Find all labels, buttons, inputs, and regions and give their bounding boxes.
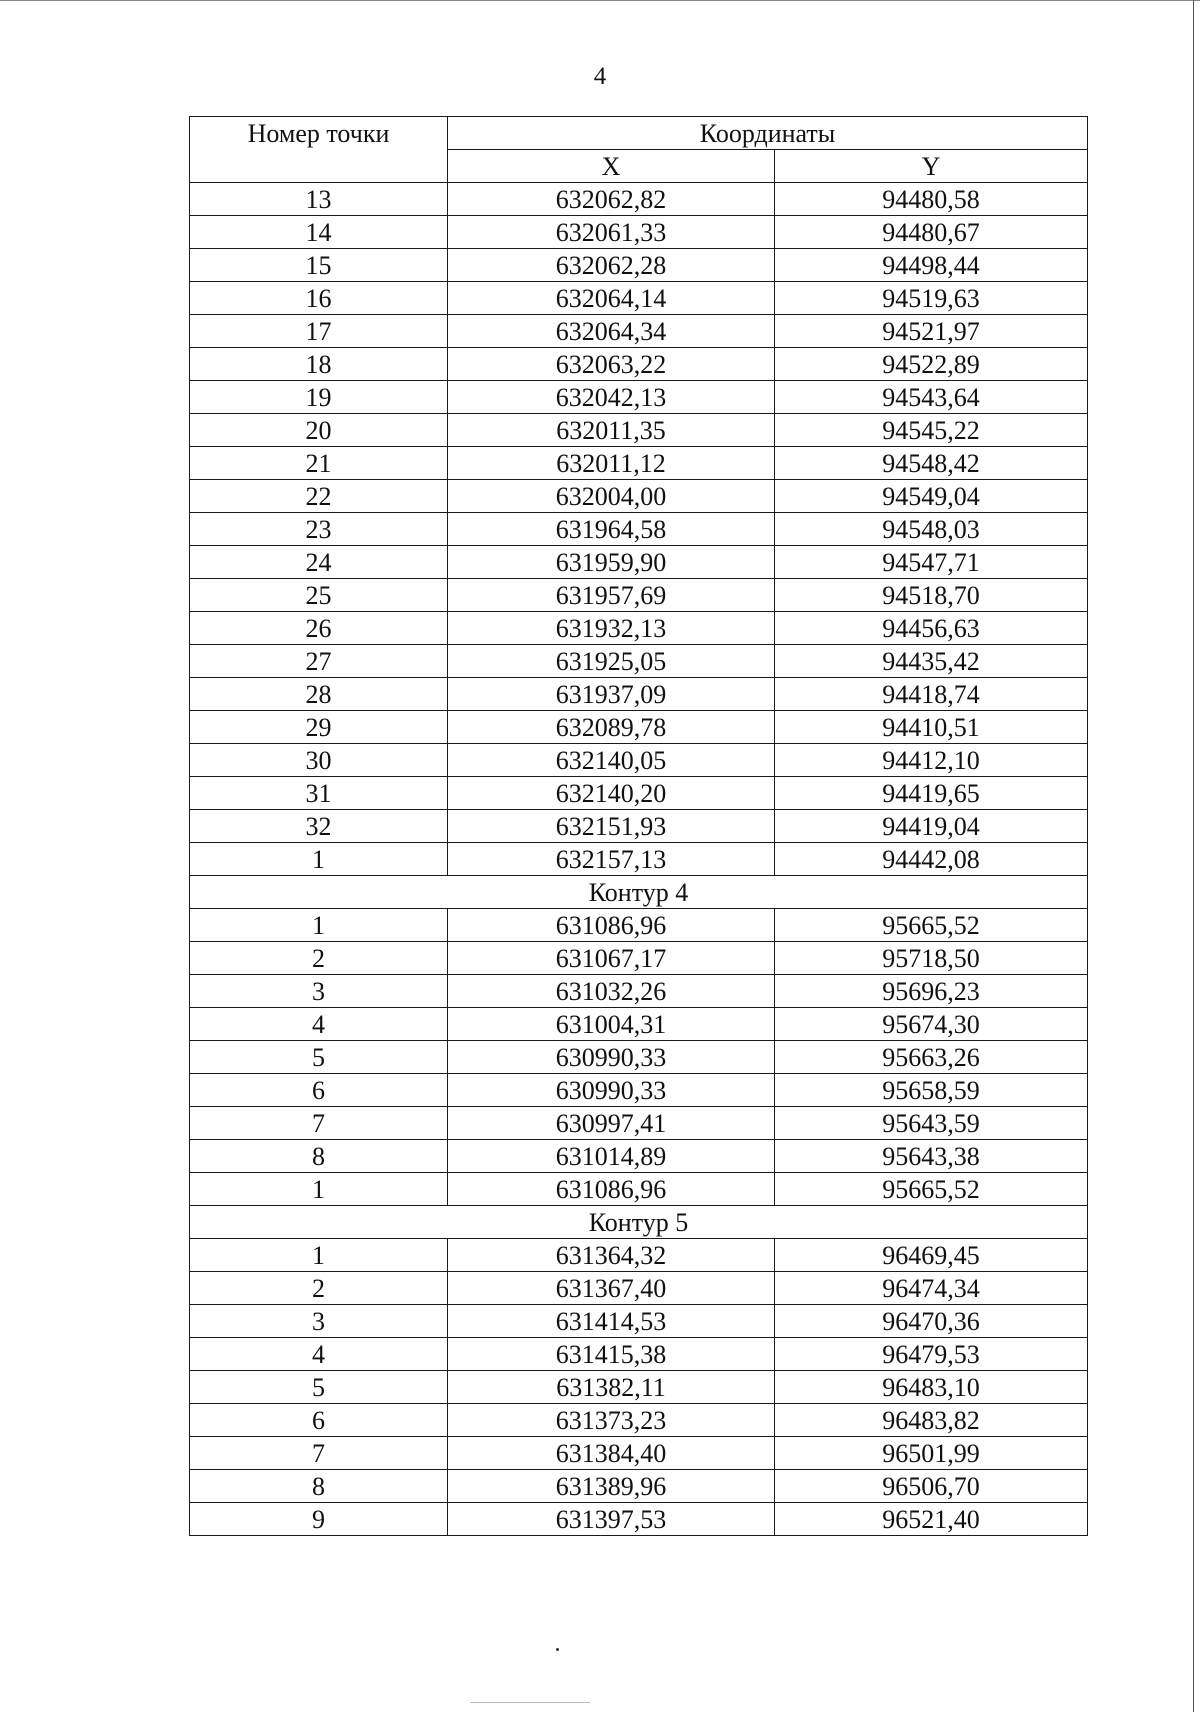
- contour-heading-row: [190, 876, 1088, 909]
- table-row: [190, 546, 1088, 579]
- point-number-cell: 30: [190, 744, 448, 777]
- x-coordinate-cell: 631004,31: [448, 1008, 775, 1041]
- y-coordinate-cell: 96483,82: [775, 1404, 1088, 1437]
- table-row: [190, 1371, 1088, 1404]
- point-number-cell: 5: [190, 1041, 448, 1074]
- y-coordinate-cell: 96483,10: [775, 1371, 1088, 1404]
- point-number-cell: 1: [190, 909, 448, 942]
- point-number-cell: 6: [190, 1404, 448, 1437]
- x-coordinate-cell: 631373,23: [448, 1404, 775, 1437]
- x-coordinate-cell: 631389,96: [448, 1470, 775, 1503]
- x-coordinate-cell: 631086,96: [448, 909, 775, 942]
- table-row: [190, 909, 1088, 942]
- scan-speck: [556, 1648, 559, 1651]
- y-coordinate-cell: 94480,58: [775, 183, 1088, 216]
- table-row: [190, 348, 1088, 381]
- y-coordinate-cell: 96469,45: [775, 1239, 1088, 1272]
- x-coordinate-cell: 632063,22: [448, 348, 775, 381]
- point-number-cell: 31: [190, 777, 448, 810]
- table-row: [190, 282, 1088, 315]
- point-number-cell: 19: [190, 381, 448, 414]
- y-coordinate-cell: 94519,63: [775, 282, 1088, 315]
- point-number-cell: 18: [190, 348, 448, 381]
- point-number-cell: 2: [190, 1272, 448, 1305]
- table-row: [190, 414, 1088, 447]
- y-coordinate-cell: 96521,40: [775, 1503, 1088, 1536]
- y-coordinate-cell: 94547,71: [775, 546, 1088, 579]
- table-body: [190, 183, 1088, 1536]
- scan-edge-right: [1193, 0, 1194, 1712]
- y-coordinate-cell: 95658,59: [775, 1074, 1088, 1107]
- table-row: [190, 1404, 1088, 1437]
- y-coordinate-cell: 95643,38: [775, 1140, 1088, 1173]
- y-coordinate-cell: 94545,22: [775, 414, 1088, 447]
- x-coordinate-cell: 631384,40: [448, 1437, 775, 1470]
- x-coordinate-cell: 631364,32: [448, 1239, 775, 1272]
- table-row: [190, 711, 1088, 744]
- table-row: [190, 942, 1088, 975]
- point-number-cell: 1: [190, 1173, 448, 1206]
- x-coordinate-cell: 632064,14: [448, 282, 775, 315]
- y-coordinate-cell: 94435,42: [775, 645, 1088, 678]
- scan-edge-bottom: [470, 1702, 590, 1703]
- table-row: [190, 744, 1088, 777]
- x-coordinate-cell: 631925,05: [448, 645, 775, 678]
- table-row: [190, 1272, 1088, 1305]
- x-coordinate-cell: 631959,90: [448, 546, 775, 579]
- y-coordinate-cell: 94419,65: [775, 777, 1088, 810]
- x-coordinate-cell: 631014,89: [448, 1140, 775, 1173]
- table-row: [190, 480, 1088, 513]
- x-header: X: [448, 150, 775, 183]
- x-coordinate-cell: 632151,93: [448, 810, 775, 843]
- table-row: [190, 183, 1088, 216]
- table-row: [190, 513, 1088, 546]
- contour-heading-row: [190, 1206, 1088, 1239]
- table-row: [190, 1140, 1088, 1173]
- header-row-1: [190, 117, 1088, 150]
- table-row: [190, 249, 1088, 282]
- y-coordinate-cell: 94418,74: [775, 678, 1088, 711]
- x-coordinate-cell: 632061,33: [448, 216, 775, 249]
- x-coordinate-cell: 632157,13: [448, 843, 775, 876]
- point-number-cell: 16: [190, 282, 448, 315]
- table-row: [190, 1503, 1088, 1536]
- point-number-cell: 32: [190, 810, 448, 843]
- scan-edge-top: [0, 0, 1200, 1]
- x-coordinate-cell: 631032,26: [448, 975, 775, 1008]
- point-number-cell: 20: [190, 414, 448, 447]
- table-header: [190, 117, 1088, 183]
- y-coordinate-cell: 95643,59: [775, 1107, 1088, 1140]
- table-row: [190, 777, 1088, 810]
- x-coordinate-cell: 632042,13: [448, 381, 775, 414]
- point-number-cell: 27: [190, 645, 448, 678]
- y-coordinate-cell: 94498,44: [775, 249, 1088, 282]
- point-number-cell: 23: [190, 513, 448, 546]
- point-number-cell: 17: [190, 315, 448, 348]
- table-row: [190, 579, 1088, 612]
- table-row: [190, 1008, 1088, 1041]
- y-coordinate-cell: 94456,63: [775, 612, 1088, 645]
- table-row: [190, 1239, 1088, 1272]
- point-number-cell: 15: [190, 249, 448, 282]
- y-coordinate-cell: 94442,08: [775, 843, 1088, 876]
- table-row: [190, 1173, 1088, 1206]
- point-number-cell: 2: [190, 942, 448, 975]
- y-coordinate-cell: 96501,99: [775, 1437, 1088, 1470]
- x-coordinate-cell: 632140,05: [448, 744, 775, 777]
- x-coordinate-cell: 631932,13: [448, 612, 775, 645]
- y-coordinate-cell: 94521,97: [775, 315, 1088, 348]
- x-coordinate-cell: 632062,28: [448, 249, 775, 282]
- y-coordinate-cell: 95696,23: [775, 975, 1088, 1008]
- table-row: [190, 678, 1088, 711]
- x-coordinate-cell: 632004,00: [448, 480, 775, 513]
- contour-title: Контур 4: [190, 876, 1088, 909]
- y-coordinate-cell: 94548,03: [775, 513, 1088, 546]
- table-row: [190, 1074, 1088, 1107]
- table-row: [190, 1041, 1088, 1074]
- x-coordinate-cell: 631067,17: [448, 942, 775, 975]
- y-coordinate-cell: 94543,64: [775, 381, 1088, 414]
- x-coordinate-cell: 631367,40: [448, 1272, 775, 1305]
- y-coordinate-cell: 94522,89: [775, 348, 1088, 381]
- point-number-cell: 1: [190, 843, 448, 876]
- point-number-cell: 13: [190, 183, 448, 216]
- table-row: [190, 843, 1088, 876]
- table-row: [190, 1437, 1088, 1470]
- page-number: 4: [593, 63, 607, 90]
- x-coordinate-cell: 632064,34: [448, 315, 775, 348]
- y-coordinate-cell: 94549,04: [775, 480, 1088, 513]
- y-coordinate-cell: 94410,51: [775, 711, 1088, 744]
- table-row: [190, 447, 1088, 480]
- table-row: [190, 975, 1088, 1008]
- y-coordinate-cell: 95718,50: [775, 942, 1088, 975]
- y-coordinate-cell: 96470,36: [775, 1305, 1088, 1338]
- point-number-cell: 6: [190, 1074, 448, 1107]
- y-header: Y: [775, 150, 1088, 183]
- point-number-cell: 14: [190, 216, 448, 249]
- point-number-cell: 8: [190, 1470, 448, 1503]
- y-coordinate-cell: 96474,34: [775, 1272, 1088, 1305]
- point-number-cell: 25: [190, 579, 448, 612]
- point-number-cell: 28: [190, 678, 448, 711]
- x-coordinate-cell: 632062,82: [448, 183, 775, 216]
- x-coordinate-cell: 632089,78: [448, 711, 775, 744]
- table-row: [190, 216, 1088, 249]
- x-coordinate-cell: 631415,38: [448, 1338, 775, 1371]
- table-row: [190, 645, 1088, 678]
- y-coordinate-cell: 94548,42: [775, 447, 1088, 480]
- y-coordinate-cell: 96506,70: [775, 1470, 1088, 1503]
- x-coordinate-cell: 632140,20: [448, 777, 775, 810]
- table-row: [190, 810, 1088, 843]
- point-number-header: Номер точки: [190, 117, 448, 183]
- y-coordinate-cell: 95663,26: [775, 1041, 1088, 1074]
- point-number-cell: 7: [190, 1437, 448, 1470]
- x-coordinate-cell: 631957,69: [448, 579, 775, 612]
- point-number-cell: 3: [190, 1305, 448, 1338]
- point-number-cell: 22: [190, 480, 448, 513]
- coordinates-header: Координаты: [448, 117, 1088, 150]
- table-row: [190, 1305, 1088, 1338]
- table-row: [190, 315, 1088, 348]
- x-coordinate-cell: 631382,11: [448, 1371, 775, 1404]
- point-number-cell: 3: [190, 975, 448, 1008]
- x-coordinate-cell: 630997,41: [448, 1107, 775, 1140]
- point-number-cell: 1: [190, 1239, 448, 1272]
- point-number-cell: 29: [190, 711, 448, 744]
- y-coordinate-cell: 94412,10: [775, 744, 1088, 777]
- contour-title: Контур 5: [190, 1206, 1088, 1239]
- point-number-cell: 26: [190, 612, 448, 645]
- y-coordinate-cell: 94419,04: [775, 810, 1088, 843]
- point-number-cell: 4: [190, 1008, 448, 1041]
- x-coordinate-cell: 630990,33: [448, 1041, 775, 1074]
- y-coordinate-cell: 96479,53: [775, 1338, 1088, 1371]
- table-row: [190, 1470, 1088, 1503]
- x-coordinate-cell: 632011,12: [448, 447, 775, 480]
- y-coordinate-cell: 95665,52: [775, 1173, 1088, 1206]
- y-coordinate-cell: 95674,30: [775, 1008, 1088, 1041]
- table-row: [190, 381, 1088, 414]
- point-number-cell: 8: [190, 1140, 448, 1173]
- table-row: [190, 612, 1088, 645]
- point-number-cell: 21: [190, 447, 448, 480]
- point-number-cell: 5: [190, 1371, 448, 1404]
- coordinates-table: [189, 116, 1088, 1536]
- x-coordinate-cell: 632011,35: [448, 414, 775, 447]
- table-row: [190, 1107, 1088, 1140]
- x-coordinate-cell: 631937,09: [448, 678, 775, 711]
- x-coordinate-cell: 630990,33: [448, 1074, 775, 1107]
- y-coordinate-cell: 94480,67: [775, 216, 1088, 249]
- point-number-cell: 7: [190, 1107, 448, 1140]
- y-coordinate-cell: 94518,70: [775, 579, 1088, 612]
- x-coordinate-cell: 631414,53: [448, 1305, 775, 1338]
- point-number-cell: 24: [190, 546, 448, 579]
- point-number-cell: 4: [190, 1338, 448, 1371]
- point-number-cell: 9: [190, 1503, 448, 1536]
- y-coordinate-cell: 95665,52: [775, 909, 1088, 942]
- x-coordinate-cell: 631397,53: [448, 1503, 775, 1536]
- x-coordinate-cell: 631086,96: [448, 1173, 775, 1206]
- x-coordinate-cell: 631964,58: [448, 513, 775, 546]
- table-row: [190, 1338, 1088, 1371]
